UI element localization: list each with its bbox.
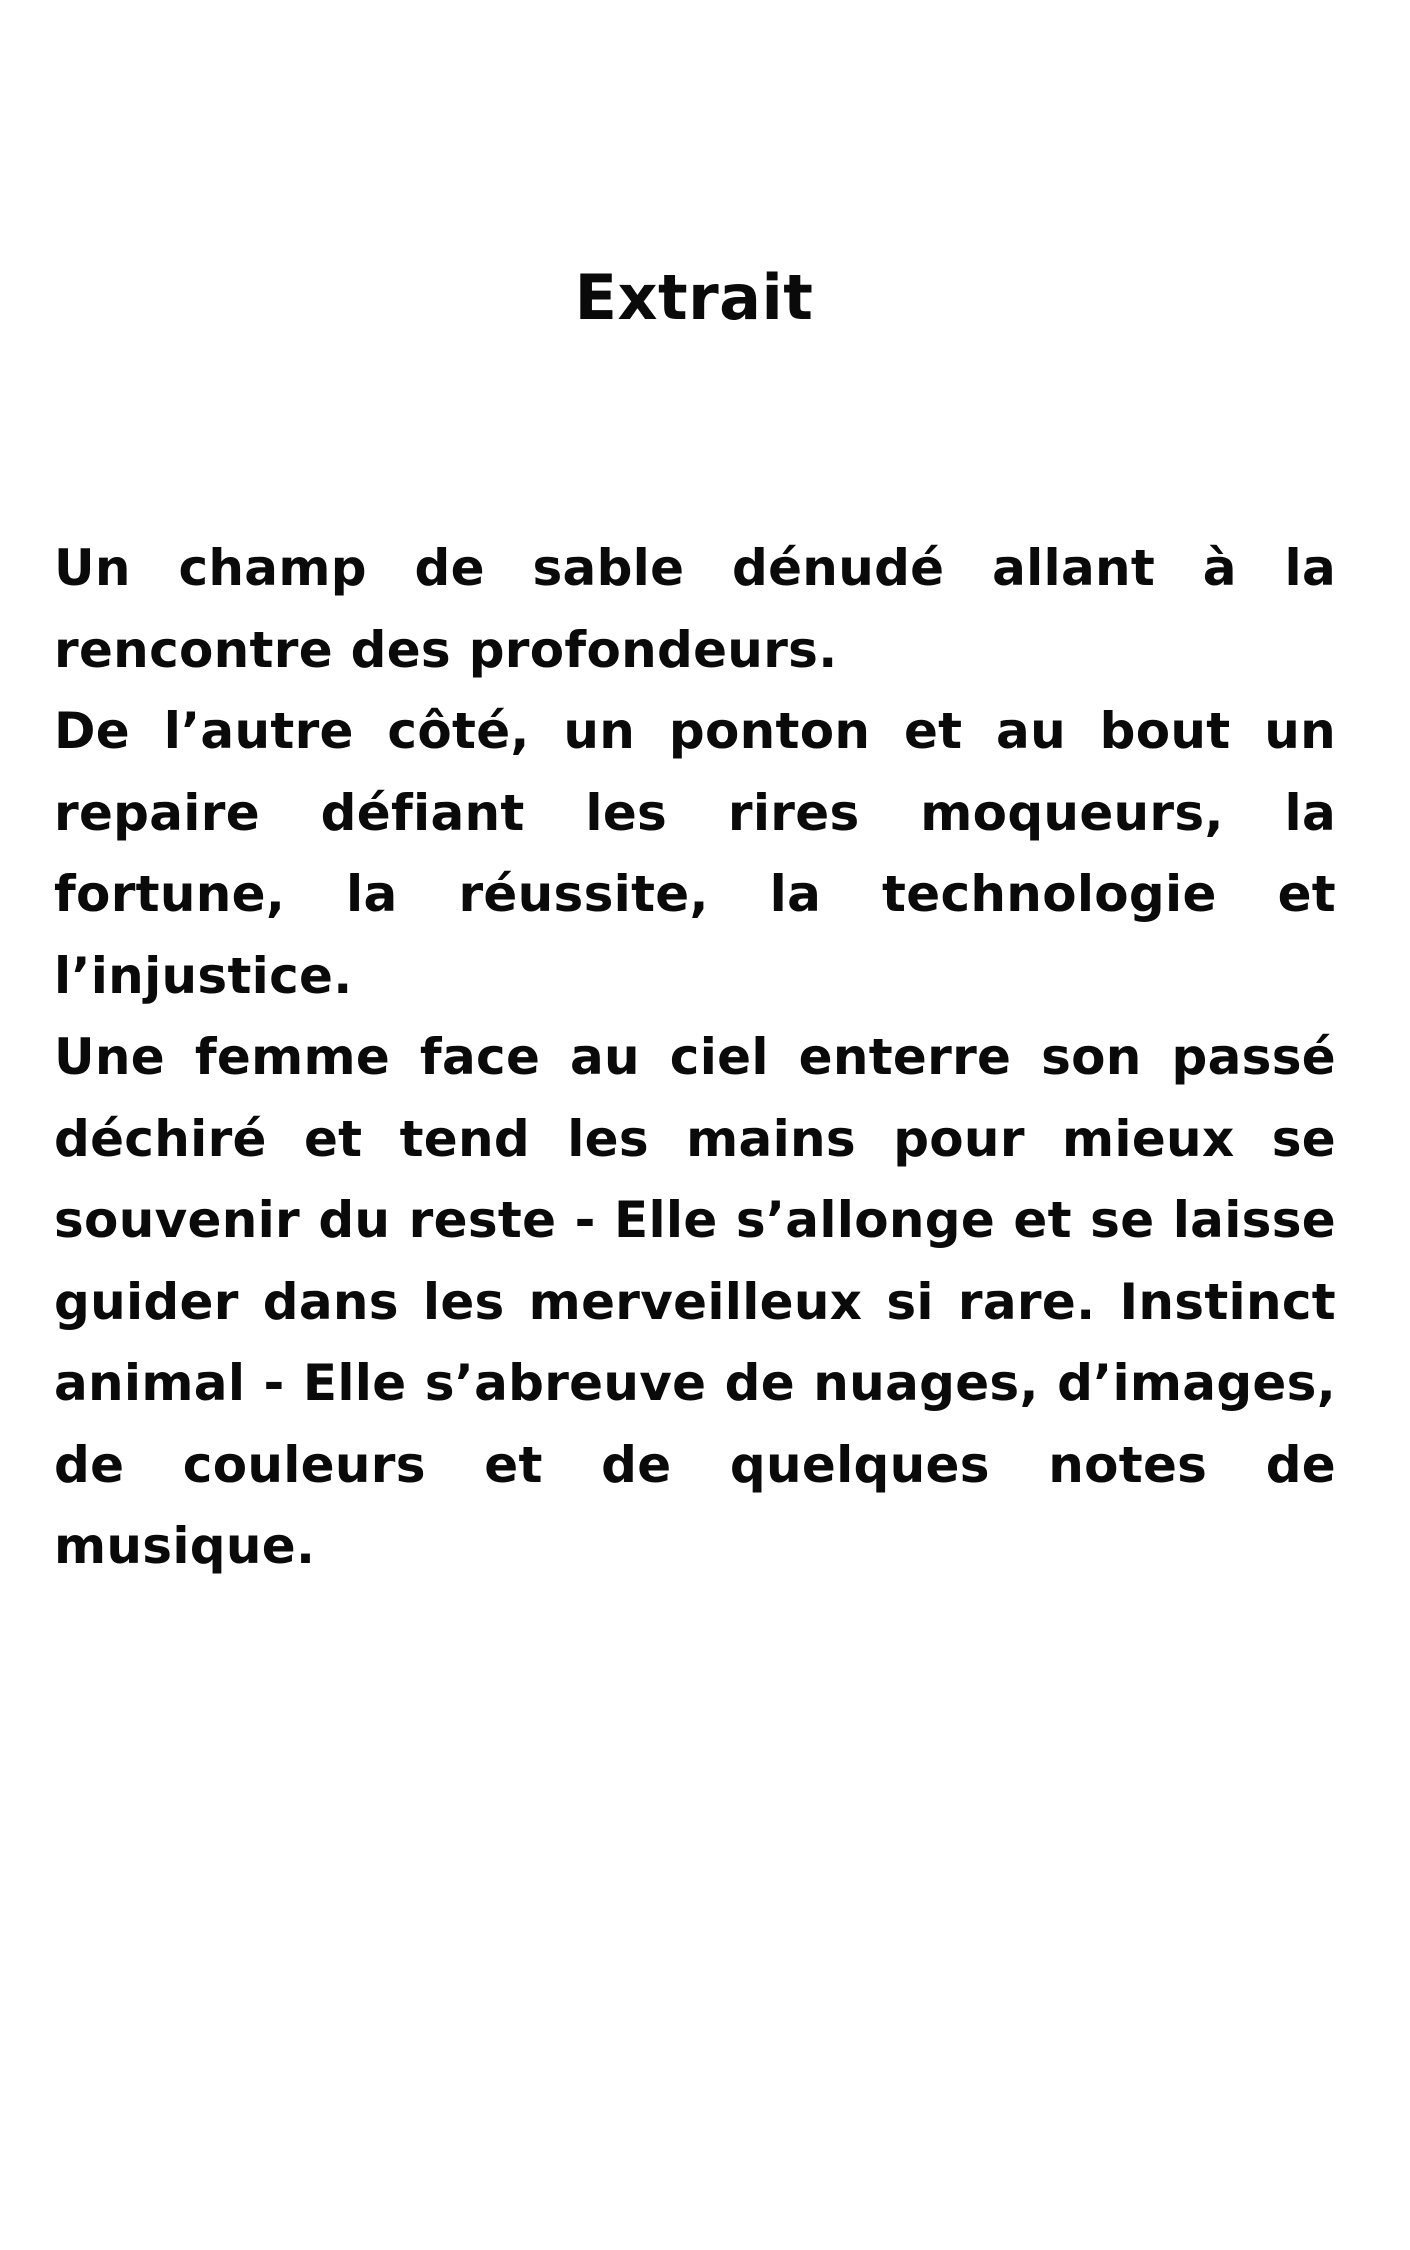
- extract-body: [54, 528, 1336, 1588]
- paragraph-2: De l’autre côté, un ponton et au bout un repaire défiant les rires moqueurs, la fortune, la réussite, la technologie et l’injustice.: [54, 702, 1336, 1005]
- paragraph-1: Un champ de sable dénudé allant à la rencontre des profondeurs.: [54, 539, 1336, 679]
- paragraph-3: Une femme face au ciel enterre son passé déchiré et tend les mains pour mieux se souvenir du reste - Elle s’allonge et se laisse guider dans les merveilleux si rare. Instinct animal - Elle s’abreuve de nuages, d’images, de couleurs et de quelques notes de musique.: [54, 1028, 1336, 1575]
- page-title: Extrait: [574, 261, 814, 334]
